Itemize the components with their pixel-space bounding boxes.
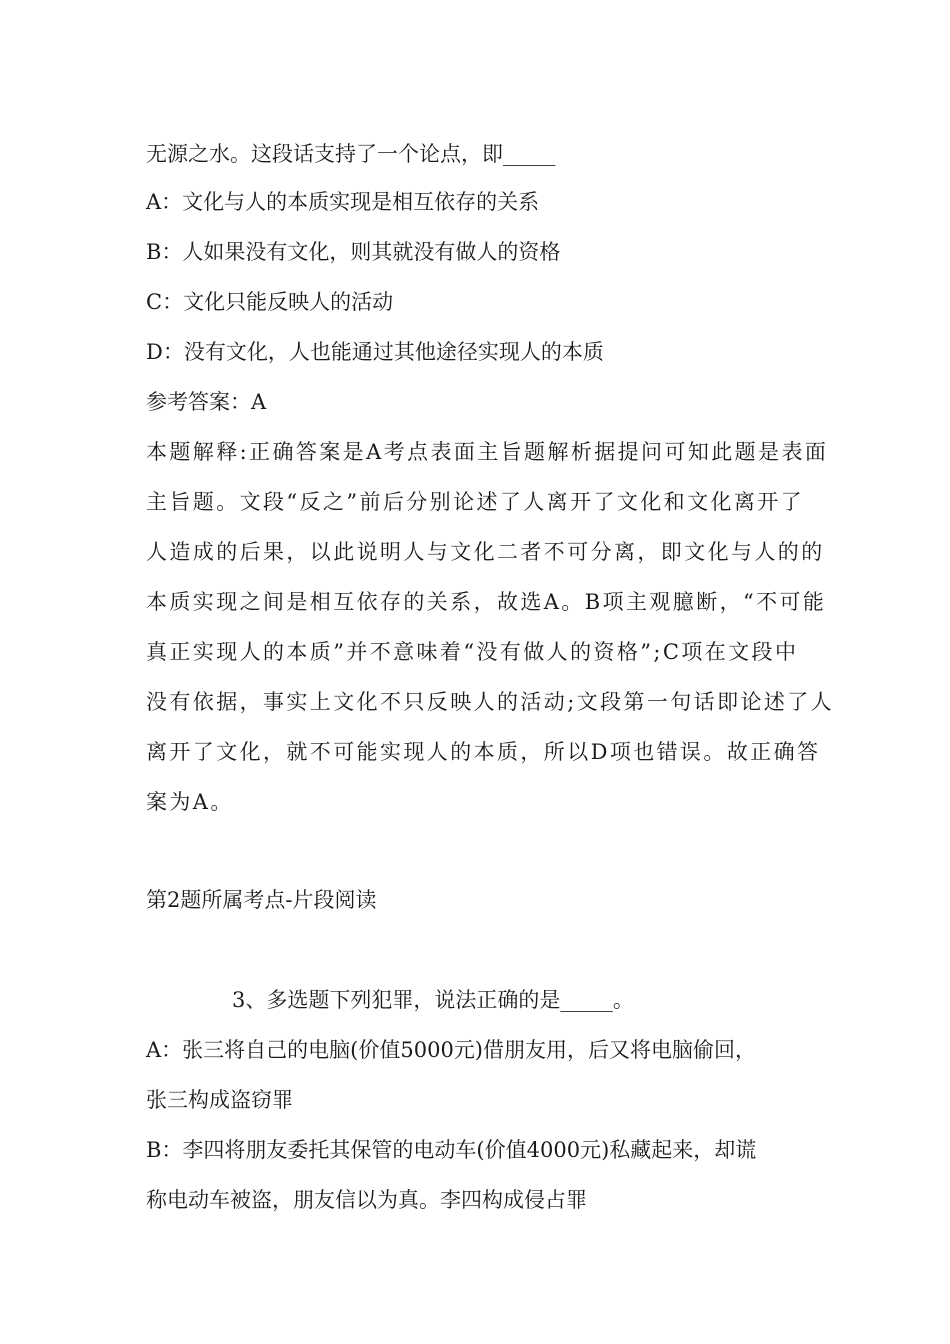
q3-stem: 3、多选题下列犯罪，说法正确的是_____。 xyxy=(232,988,634,1012)
q3-option-b: B：李四将朋友委托其保管的电动车(价值4000元)私藏起来，却谎 xyxy=(146,1138,757,1162)
q1-option-c: C：文化只能反映人的活动 xyxy=(146,290,394,314)
q3-option-a: A：张三将自己的电脑(价值5000元)借朋友用，后又将电脑偷回， xyxy=(146,1038,756,1062)
q1-explanation-line: 人造成的后果，以此说明人与文化二者不可分离，即文化与人的的 xyxy=(146,540,825,564)
q1-explanation-line: 离开了文化，就不可能实现人的本质，所以D项也错误。故正确答 xyxy=(146,740,821,764)
q1-explanation-line: 主旨题。文段“反之”前后分别论述了人离开了文化和文化离开了 xyxy=(146,490,805,514)
q1-option-b: B：人如果没有文化，则其就没有做人的资格 xyxy=(146,240,561,264)
q1-option-d: D：没有文化，人也能通过其他途径实现人的本质 xyxy=(146,340,604,364)
q1-explanation-line: 本质实现之间是相互依存的关系，故选A。B项主观臆断，“不可能 xyxy=(146,590,827,614)
q1-answer: 参考答案：A xyxy=(146,390,267,414)
q-topic-label: 第2题所属考点-片段阅读 xyxy=(146,888,377,912)
q1-explanation-line: 没有依据，事实上文化不只反映人的活动;文段第一句话即论述了人 xyxy=(146,690,835,714)
q3-option-b-cont: 称电动车被盗，朋友信以为真。李四构成侵占罪 xyxy=(146,1188,587,1212)
q1-explanation-line: 本题解释:正确答案是A考点表面主旨题解析据提问可知此题是表面 xyxy=(146,440,829,464)
q1-explanation-line: 案为A。 xyxy=(146,790,234,814)
q3-option-a-cont: 张三构成盗窃罪 xyxy=(146,1088,293,1112)
q1-explanation-line: 真正实现人的本质”并不意味着“没有做人的资格”;C项在文段中 xyxy=(146,640,799,664)
q1-option-a: A：文化与人的本质实现是相互依存的关系 xyxy=(146,190,540,214)
q1-stem-tail: 无源之水。这段话支持了一个论点，即_____ xyxy=(146,142,556,166)
